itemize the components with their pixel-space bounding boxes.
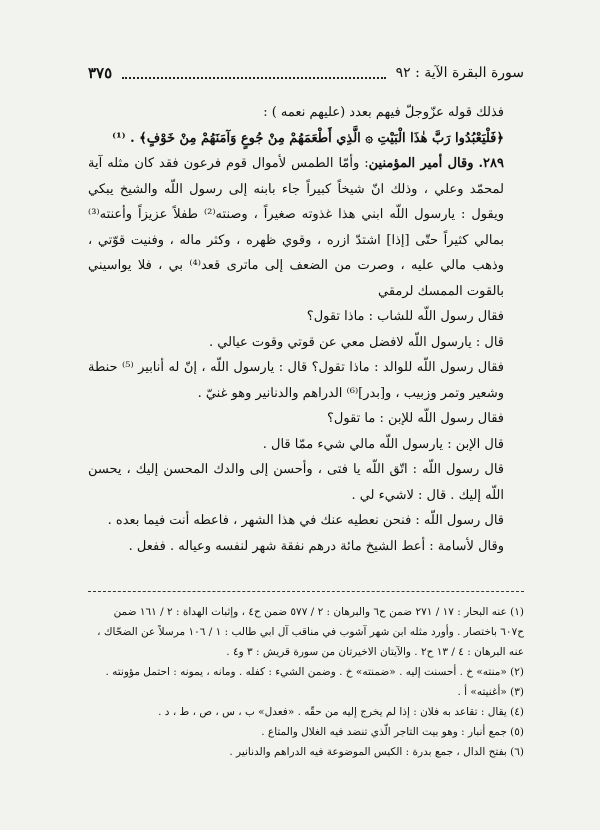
footnote: (٤) يقال : تقاعد به فلان : إذا لم يخرج إليه من حقّه . «فعدل» ب ، س ، ص ، ط ، د . (158, 706, 524, 718)
paragraph: قال رسول اللّه : اتّق اللّه يا فتى ، وأحسن إلى والدك المحسن إليك ، يحسن اللّه إليك . قال : لاشيء لي . (88, 462, 504, 503)
item-number: ٢٨٩. (478, 156, 504, 171)
paragraph: فقال رسول اللّه للإبن : ما تقول؟ (327, 411, 504, 426)
footnote: (٢) «منته» خ . أحسنت إليه . «ضمنته» خ . وضمن الشيء : كفله . ومانه ، يمونه : احتمل مؤونته . (105, 666, 524, 678)
footnote: (٣) «أغنيته» أ . (457, 686, 524, 698)
page-number: ٣٧٥ (88, 64, 113, 82)
main-text (88, 100, 524, 559)
quran-verse: ﴿فَلْيَعْبُدُوا رَبَّ هٰذَا الْبَيْتِ ۞ الَّذِي أَطْعَمَهُمْ مِنْ جُوعٍ وَآمَنَهُمْ مِنْ خَوْفٍ﴾ . ⁽¹⁾ (112, 130, 504, 146)
footnote: (٥) جمع أنبار : وهو بيت التاجر الّذي تنضد فيه الغلال والمتاع . (261, 726, 524, 738)
paragraph: قال رسول اللّه : فنحن نعطيه عنك في هذا الشهر ، فاعطه أنت فيما بعده . (107, 513, 504, 528)
paragraph: فذلك قوله عزّوجلّ فيهم بعدد (عليهم نعمه ) : (263, 105, 504, 120)
narration-paragraph (88, 151, 524, 304)
item-text: : وأمّا الطمس لأموال قوم فرعون فقد كان مثله آية لمحمّد وعلي ، وذلك انّ شيخاً كبيراً جاء بابنه إلى رسول اللّه والشيخ يبكي ويقول : يارسول اللّه ابني هذا غذوته صغيراً ، وصنته⁽²⁾ طفلاً عزيزاً وأعنته⁽³⁾ بمالي كثيراً حتّى [إذا] اشتدّ ازره ، وقوي ظهره ، وكثر ماله ، وفنيت قوّتي ، وذهب مالي عليه ، وصرت من الضعف إلى ماترى قعد⁽⁴⁾ بي ، فلا يواسيني بالقوت الممسك لرمقي (88, 156, 504, 299)
paragraph: قال : يارسول اللّه لافضل معي عن قوتي وقوت عيالي . (209, 334, 504, 350)
paragraph: فقال رسول اللّه للوالد : ماذا تقول؟ قال : يارسول اللّه ، إنّ له أنابير ⁽⁵⁾ حنطة وشعير وتمر وزبيب ، و[بدر]⁽⁶⁾ الدراهم والدنانير وهو غنيّ . (88, 360, 504, 401)
footnotes (88, 602, 524, 762)
paragraph: وقال لأسامة : أعط الشيخ مائة درهم نفقة شهر لنفسه وعياله . ففعل . (128, 538, 504, 554)
header-divider (122, 67, 385, 79)
footnote-divider (88, 591, 524, 592)
page-header (88, 62, 524, 84)
paragraph: قال الإبن : يارسول اللّه مالي شيء ممّا قال . (262, 436, 504, 452)
paragraph: فقال رسول اللّه للشاب : ماذا تقول؟ (306, 309, 504, 324)
footnote: (١) عنه البحار : ١٧ / ٢٧١ ضمن ح٦ والبرهان : ٢ / ٥٧٧ ضمن ح٤ ، وإثبات الهداة : ٢ / ١٦١ ضمن ح٦٠٧ باختصار . وأورد مثله ابن شهر آشوب في مناقب آل ابي طالب : ١ / ١٠٦ مرسلاً عن الضحّاك ، عنه البرهان : ٤ / ١٣ ح٢ . والآيتان الاخيرتان من سورة قريش : ٣ و٤ . (97, 606, 524, 658)
item-heading: وقال أمير المؤمنين (368, 156, 474, 171)
surah-title: سورة البقرة الآية : ٩٢ (395, 65, 524, 81)
footnote: (٦) بفتح الدال ، جمع بدرة : الكيس الموضوعة فيه الدراهم والدنانير . (229, 746, 524, 758)
